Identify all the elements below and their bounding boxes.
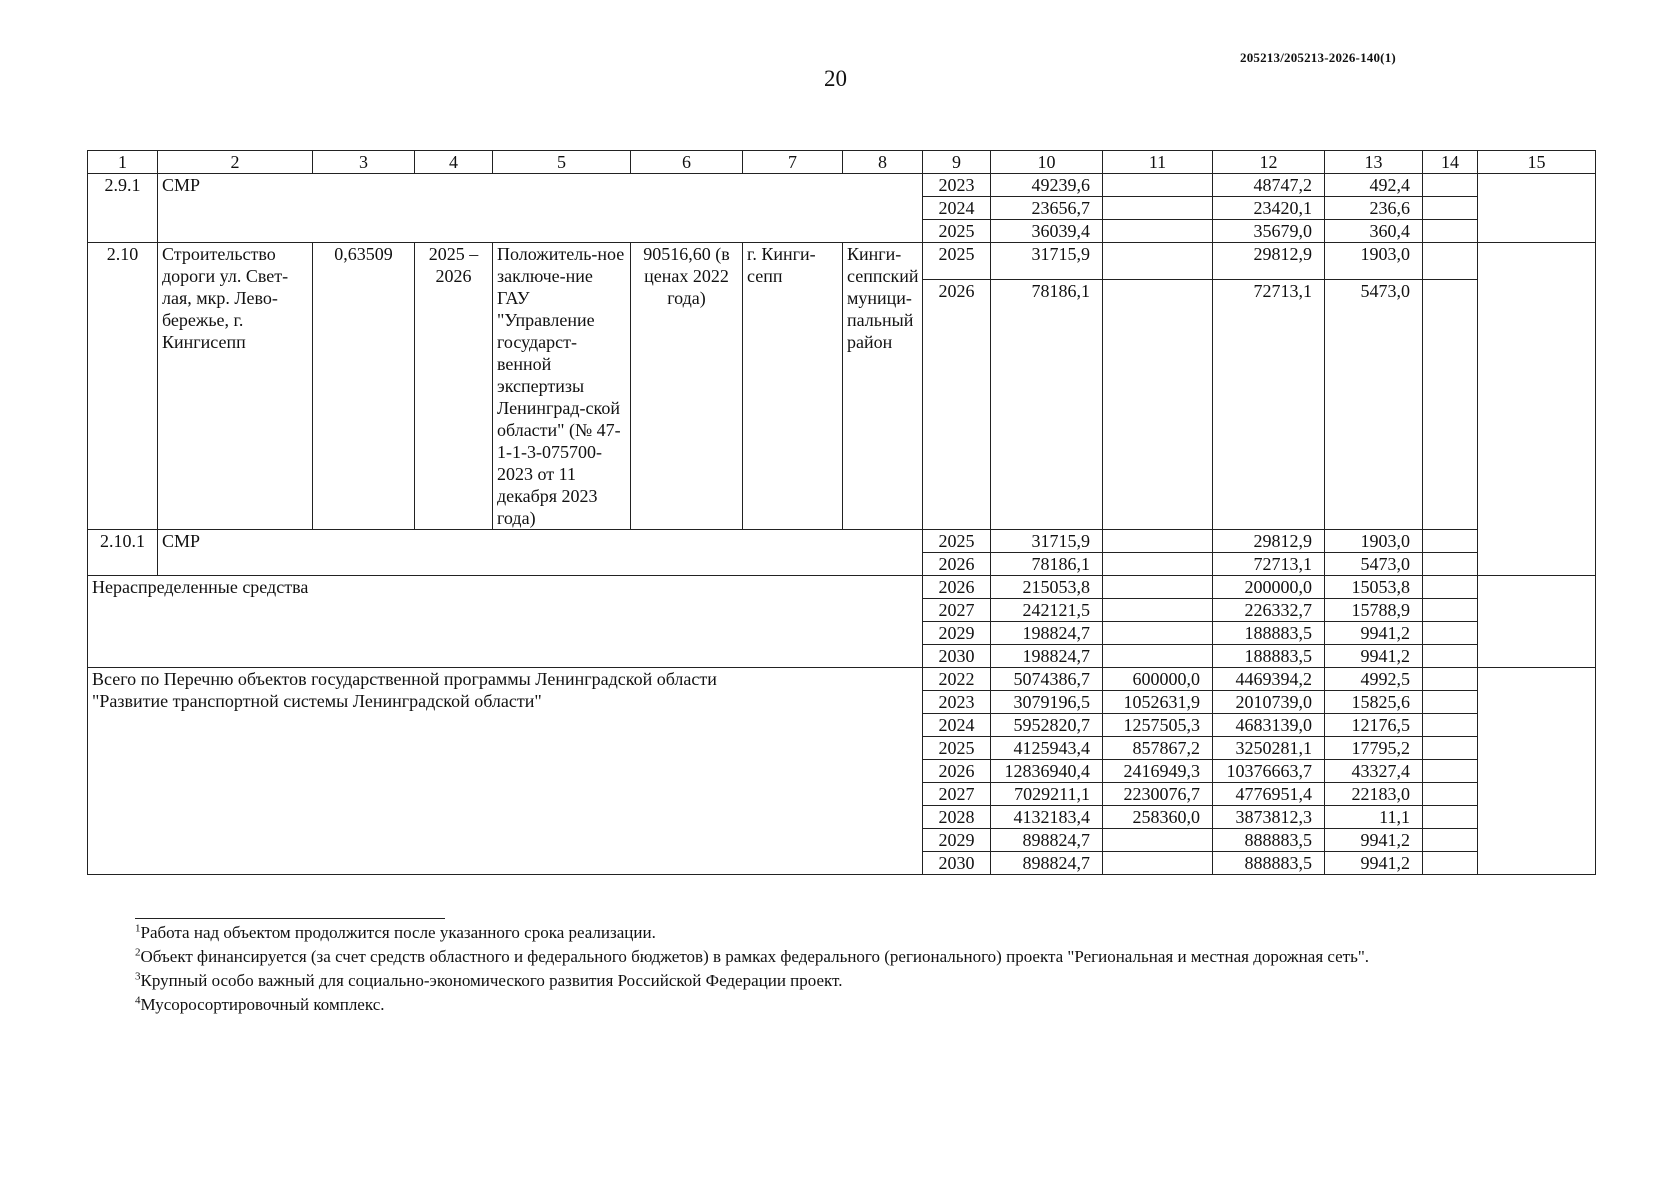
local-amount-cell: 22183,0 [1325,783,1423,806]
local-amount-cell: 17795,2 [1325,737,1423,760]
unallocated-label: Нераспределенные средства [88,576,923,668]
year-cell: 2024 [923,714,991,737]
total-amount-cell: 78186,1 [991,553,1103,576]
year-cell: 2029 [923,622,991,645]
row-label: СМР [158,174,923,243]
federal-amount-cell [1103,576,1213,599]
regional-amount-cell: 29812,9 [1213,243,1325,280]
federal-amount-cell [1103,530,1213,553]
col15-cell [1478,668,1596,875]
year-cell: 2023 [923,174,991,197]
federal-amount-cell [1103,197,1213,220]
total-amount-cell: 198824,7 [991,622,1103,645]
total-amount-cell: 5074386,7 [991,668,1103,691]
total-amount-cell: 78186,1 [991,280,1103,530]
federal-amount-cell [1103,599,1213,622]
year-cell: 2028 [923,806,991,829]
capacity-cell: 0,63509 [313,243,415,530]
column-number: 10 [991,151,1103,174]
local-amount-cell: 15788,9 [1325,599,1423,622]
federal-amount-cell: 1052631,9 [1103,691,1213,714]
year-cell: 2030 [923,852,991,875]
col15-cell [1478,243,1596,576]
col14-cell [1423,806,1478,829]
col14-cell [1423,576,1478,599]
regional-amount-cell: 3873812,3 [1213,806,1325,829]
col14-cell [1423,760,1478,783]
footnote-text: Работа над объектом продолжится после указанного срока реализации. [140,923,656,942]
row-number: 2.9.1 [88,174,158,243]
col14-cell [1423,691,1478,714]
expertise-cell: Положитель-ное заключе-ние ГАУ "Управление государст-венной экспертизы Ленинград-ской области" (№ 47-1-1-3-075700-2023 от 11 декабря 2023 года) [493,243,631,530]
federal-amount-cell [1103,243,1213,280]
regional-amount-cell: 888883,5 [1213,852,1325,875]
total-label-line2: "Развитие транспортной системы Ленинградской области" [92,691,542,711]
column-number: 6 [631,151,743,174]
footnote-text: Мусоросортировочный комплекс. [140,995,385,1014]
column-number: 3 [313,151,415,174]
local-amount-cell: 9941,2 [1325,622,1423,645]
footnote [135,945,1635,969]
federal-amount-cell [1103,645,1213,668]
federal-amount-cell: 1257505,3 [1103,714,1213,737]
total-label [88,668,923,875]
col14-cell [1423,783,1478,806]
regional-amount-cell: 4776951,4 [1213,783,1325,806]
total-label-line1: Всего по Перечню объектов государственной программы Ленинградской области [92,669,717,689]
year-cell: 2029 [923,829,991,852]
col14-cell [1423,668,1478,691]
objects-table [87,150,1596,875]
column-number: 8 [843,151,923,174]
regional-amount-cell: 188883,5 [1213,622,1325,645]
local-amount-cell: 9941,2 [1325,829,1423,852]
col14-cell [1423,829,1478,852]
table-row [88,243,1596,280]
total-amount-cell: 215053,8 [991,576,1103,599]
cost-cell: 90516,60 (в ценах 2022 года) [631,243,743,530]
column-number: 1 [88,151,158,174]
col14-cell [1423,197,1478,220]
year-cell: 2023 [923,691,991,714]
federal-amount-cell [1103,280,1213,530]
year-cell: 2027 [923,599,991,622]
federal-amount-cell: 2230076,7 [1103,783,1213,806]
federal-amount-cell [1103,220,1213,243]
column-number: 14 [1423,151,1478,174]
federal-amount-cell [1103,174,1213,197]
regional-amount-cell: 48747,2 [1213,174,1325,197]
year-cell: 2030 [923,645,991,668]
regional-amount-cell: 188883,5 [1213,645,1325,668]
federal-amount-cell [1103,622,1213,645]
regional-amount-cell: 72713,1 [1213,280,1325,530]
total-amount-cell: 5952820,7 [991,714,1103,737]
federal-amount-cell: 258360,0 [1103,806,1213,829]
regional-amount-cell: 35679,0 [1213,220,1325,243]
total-amount-cell: 49239,6 [991,174,1103,197]
column-number: 11 [1103,151,1213,174]
regional-amount-cell: 2010739,0 [1213,691,1325,714]
footnote-mark: 3 [135,970,141,983]
col14-cell [1423,280,1478,530]
table-row [88,576,1596,599]
year-cell: 2026 [923,760,991,783]
footnote-list [135,921,1635,1017]
row-number: 2.10 [88,243,158,530]
col14-cell [1423,599,1478,622]
table-row [88,668,1596,691]
col15-cell [1478,576,1596,668]
column-number: 2 [158,151,313,174]
local-amount-cell: 236,6 [1325,197,1423,220]
footnote-mark: 2 [135,946,141,959]
federal-amount-cell: 857867,2 [1103,737,1213,760]
col14-cell [1423,530,1478,553]
local-amount-cell: 4992,5 [1325,668,1423,691]
local-amount-cell: 5473,0 [1325,553,1423,576]
year-cell: 2025 [923,737,991,760]
column-number: 12 [1213,151,1325,174]
column-number: 9 [923,151,991,174]
object-name: Строительство дороги ул. Свет-лая, мкр. Лево-бережье, г. Кингисепп [158,243,313,530]
local-amount-cell: 9941,2 [1325,645,1423,668]
total-amount-cell: 898824,7 [991,852,1103,875]
footnote-mark: 4 [135,994,141,1007]
column-number: 5 [493,151,631,174]
col14-cell [1423,852,1478,875]
year-cell: 2026 [923,576,991,599]
document-id: 205213/205213-2026-140(1) [1240,50,1396,65]
col14-cell [1423,737,1478,760]
table-row [88,174,1596,197]
year-cell: 2022 [923,668,991,691]
federal-amount-cell [1103,829,1213,852]
regional-amount-cell: 10376663,7 [1213,760,1325,783]
regional-amount-cell: 4683139,0 [1213,714,1325,737]
column-number: 7 [743,151,843,174]
footnote [135,921,1635,945]
local-amount-cell: 15825,6 [1325,691,1423,714]
column-number: 15 [1478,151,1596,174]
total-amount-cell: 36039,4 [991,220,1103,243]
regional-amount-cell: 29812,9 [1213,530,1325,553]
footnotes [135,918,1635,1017]
local-amount-cell: 492,4 [1325,174,1423,197]
table-body [88,151,1596,875]
col14-cell [1423,553,1478,576]
total-amount-cell: 3079196,5 [991,691,1103,714]
footnote-rule [135,918,445,919]
row-label: СМР [158,530,923,576]
col14-cell [1423,174,1478,197]
column-number: 13 [1325,151,1423,174]
col14-cell [1423,622,1478,645]
regional-amount-cell: 200000,0 [1213,576,1325,599]
col14-cell [1423,243,1478,280]
local-amount-cell: 1903,0 [1325,530,1423,553]
total-amount-cell: 23656,7 [991,197,1103,220]
table-row [88,530,1596,553]
federal-amount-cell: 600000,0 [1103,668,1213,691]
regional-amount-cell: 23420,1 [1213,197,1325,220]
year-cell: 2027 [923,783,991,806]
footnote-text: Объект финансируется (за счет средств областного и федерального бюджетов) в рамках федерального (регионального) проекта "Региональная и местная дорожная сеть". [140,947,1370,966]
total-amount-cell: 198824,7 [991,645,1103,668]
local-amount-cell: 43327,4 [1325,760,1423,783]
year-cell: 2025 [923,530,991,553]
location-cell: г. Кинги-сепп [743,243,843,530]
local-amount-cell: 11,1 [1325,806,1423,829]
total-amount-cell: 242121,5 [991,599,1103,622]
footnote-mark: 1 [135,922,141,935]
local-amount-cell: 360,4 [1325,220,1423,243]
total-amount-cell: 31715,9 [991,243,1103,280]
col14-cell [1423,714,1478,737]
col14-cell [1423,220,1478,243]
federal-amount-cell [1103,553,1213,576]
col15-cell [1478,174,1596,243]
regional-amount-cell: 72713,1 [1213,553,1325,576]
year-cell: 2026 [923,280,991,530]
year-cell: 2026 [923,553,991,576]
total-amount-cell: 4132183,4 [991,806,1103,829]
year-cell: 2025 [923,220,991,243]
regional-amount-cell: 888883,5 [1213,829,1325,852]
footnote [135,969,1635,993]
year-cell: 2025 [923,243,991,280]
district-cell: Кинги-сеппский муници-пальный район [843,243,923,530]
local-amount-cell: 12176,5 [1325,714,1423,737]
total-amount-cell: 7029211,1 [991,783,1103,806]
footnote-text: Крупный особо важный для социально-экономического развития Российской Федерации проект. [140,971,843,990]
regional-amount-cell: 3250281,1 [1213,737,1325,760]
federal-amount-cell [1103,852,1213,875]
regional-amount-cell: 4469394,2 [1213,668,1325,691]
local-amount-cell: 5473,0 [1325,280,1423,530]
total-amount-cell: 4125943,4 [991,737,1103,760]
footnote [135,993,1635,1017]
total-amount-cell: 12836940,4 [991,760,1103,783]
regional-amount-cell: 226332,7 [1213,599,1325,622]
total-amount-cell: 898824,7 [991,829,1103,852]
year-cell: 2024 [923,197,991,220]
local-amount-cell: 1903,0 [1325,243,1423,280]
local-amount-cell: 15053,8 [1325,576,1423,599]
federal-amount-cell: 2416949,3 [1103,760,1213,783]
page-number: 20 [824,66,847,91]
local-amount-cell: 9941,2 [1325,852,1423,875]
period-cell: 2025 – 2026 [415,243,493,530]
total-amount-cell: 31715,9 [991,530,1103,553]
column-number-row [88,151,1596,174]
column-number: 4 [415,151,493,174]
col14-cell [1423,645,1478,668]
row-number: 2.10.1 [88,530,158,576]
